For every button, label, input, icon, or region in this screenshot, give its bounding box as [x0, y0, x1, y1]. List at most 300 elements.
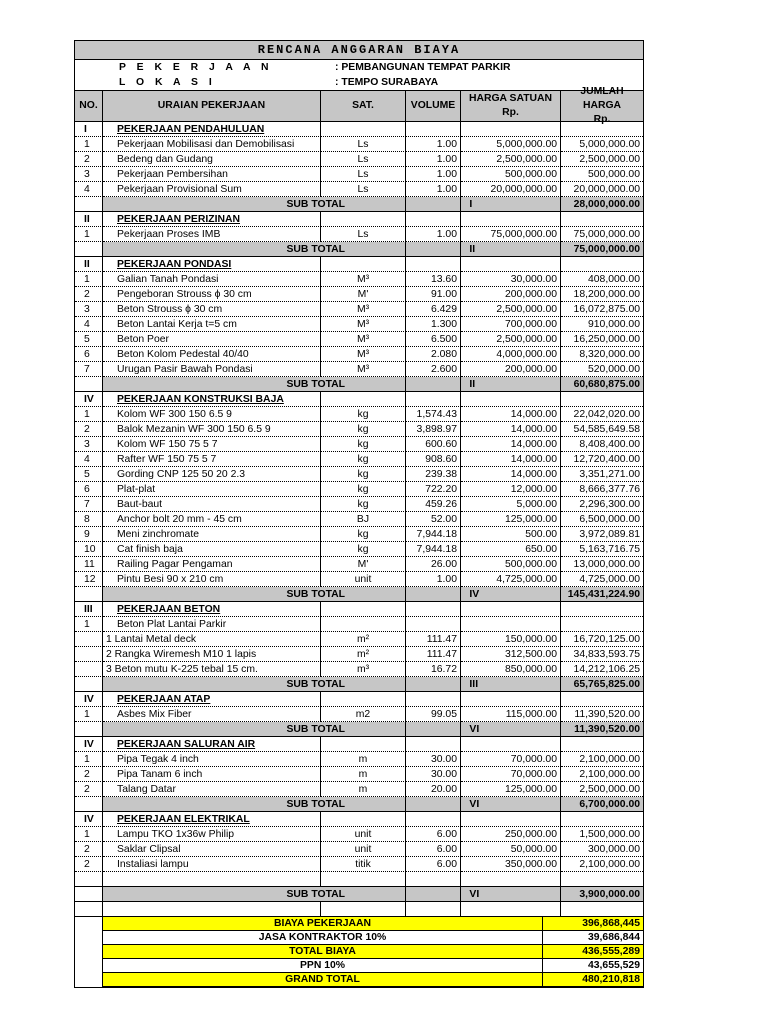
empty-cell: [75, 197, 103, 212]
row-volume: 111.47: [406, 647, 461, 662]
table-row: [75, 422, 643, 437]
row-no: 6: [75, 482, 103, 497]
row-uraian: Kolom WF 150 75 5 7: [103, 437, 321, 452]
total-label: JASA KONTRAKTOR 10%: [103, 931, 543, 945]
row-no: 1: [75, 827, 103, 842]
row-jumlah-harga: 2,100,000.00: [561, 767, 643, 782]
row-satuan: M³: [321, 272, 406, 287]
subtotal-roman: VI: [461, 722, 561, 736]
row-harga-satuan: 2,500,000.00: [461, 152, 561, 167]
row-no: 4: [75, 182, 103, 197]
empty-cell: [461, 392, 561, 407]
row-no: 2: [75, 422, 103, 437]
section-title: [103, 812, 321, 827]
row-jumlah-harga: 8,408,400.00: [561, 437, 643, 452]
row-volume: 1,574.43: [406, 407, 461, 422]
subtotal-label: SUB TOTAL: [103, 242, 406, 256]
row-harga-satuan: 200,000.00: [461, 287, 561, 302]
row-harga-satuan: 350,000.00: [461, 857, 561, 872]
row-uraian: Galian Tanah Pondasi: [103, 272, 321, 287]
empty-cell: [461, 692, 561, 707]
total-row: [75, 931, 643, 945]
row-jumlah-harga: 22,042,020.00: [561, 407, 643, 422]
row-uraian: Balok Mezanin WF 300 150 6.5 9: [103, 422, 321, 437]
header-jumlah: [561, 86, 643, 125]
row-satuan: m²: [321, 647, 406, 662]
row-uraian: Gording CNP 125 50 20 2.3: [103, 467, 321, 482]
header-jumlah-l2: Rp.: [593, 114, 611, 125]
empty-cell: [406, 212, 461, 227]
row-satuan: kg: [321, 407, 406, 422]
row-harga-satuan: 250,000.00: [461, 827, 561, 842]
row-satuan: m³: [321, 662, 406, 677]
section-row: [75, 392, 643, 407]
subtotal-row: [75, 197, 643, 212]
row-uraian: Plat-plat: [103, 482, 321, 497]
table-row: [75, 557, 643, 572]
row-volume: 13.60: [406, 272, 461, 287]
row-no: 10: [75, 542, 103, 557]
row-satuan: Ls: [321, 227, 406, 242]
subtotal-label: SUB TOTAL: [103, 722, 406, 736]
row-satuan: BJ: [321, 512, 406, 527]
subtotal-label: SUB TOTAL: [103, 587, 406, 601]
row-no: 3: [75, 167, 103, 182]
table-row: [75, 317, 643, 332]
row-satuan: M³: [321, 347, 406, 362]
section-title-text: PEKERJAAN ELEKTRIKAL: [117, 814, 250, 825]
empty-cell: [561, 902, 643, 917]
table-row: [75, 167, 643, 182]
row-jumlah-harga: 2,100,000.00: [561, 857, 643, 872]
subtotal-row: [75, 242, 643, 257]
row-jumlah-harga: 910,000.00: [561, 317, 643, 332]
row-uraian: Pengeboran Strouss ϕ 30 cm: [103, 287, 321, 302]
empty-cell: [561, 212, 643, 227]
row-uraian: Saklar Clipsal: [103, 842, 321, 857]
empty-cell: [461, 257, 561, 272]
empty-cell: [406, 722, 462, 736]
row-volume: 111.47: [406, 632, 461, 647]
row-jumlah-harga: 5,000,000.00: [561, 137, 643, 152]
empty-cell: [406, 392, 461, 407]
table-row: [75, 137, 643, 152]
row-no: [75, 632, 103, 647]
table-row: [75, 497, 643, 512]
row-jumlah-harga: 13,000,000.00: [561, 557, 643, 572]
row-no: 7: [75, 362, 103, 377]
row-jumlah-harga: 520,000.00: [561, 362, 643, 377]
row-volume: 6.00: [406, 857, 461, 872]
empty-cell: [561, 812, 643, 827]
row-volume: 600.60: [406, 437, 461, 452]
empty-cell: [321, 812, 406, 827]
table-row: [75, 782, 643, 797]
row-volume: 2.080: [406, 347, 461, 362]
row-volume: 1.00: [406, 137, 461, 152]
subtotal-value: 3,900,000.00: [579, 889, 641, 900]
empty-cell: [406, 902, 461, 917]
row-uraian: Pekerjaan Pembersihan: [103, 167, 321, 182]
total-value: 480,210,818: [543, 973, 643, 987]
info-value: : TEMPO SURABAYA: [335, 77, 439, 88]
section-row: [75, 212, 643, 227]
row-jumlah-harga: 300,000.00: [561, 842, 643, 857]
row-satuan: kg: [321, 452, 406, 467]
row-no: 8: [75, 512, 103, 527]
subtotal-band: [103, 797, 643, 812]
subtotal-row: [75, 587, 643, 602]
empty-cell: [406, 692, 461, 707]
row-no: 7: [75, 497, 103, 512]
row-uraian: Pekerjaan Mobilisasi dan Demobilisasi: [103, 137, 321, 152]
row-volume: 908.60: [406, 452, 461, 467]
table-row: [75, 152, 643, 167]
row-harga-satuan: 115,000.00: [461, 707, 561, 722]
row-jumlah-harga: 2,500,000.00: [561, 152, 643, 167]
empty-cell: [75, 677, 103, 692]
row-volume: 6.00: [406, 842, 461, 857]
row-no: 1: [75, 707, 103, 722]
subtotal-value: 28,000,000.00: [573, 199, 641, 210]
table-row: [75, 467, 643, 482]
section-title: [103, 212, 321, 227]
subtotal-value: 60,680,875.00: [573, 379, 641, 390]
table-header: [75, 86, 643, 125]
table-row: [75, 647, 643, 662]
total-label: BIAYA PEKERJAAN: [103, 917, 543, 931]
table-row: [75, 407, 643, 422]
row-harga-satuan: 12,000.00: [461, 482, 561, 497]
subtotal-value: 145,431,224.90: [567, 589, 641, 600]
header-sat: SAT.: [321, 91, 406, 121]
empty-cell: [321, 902, 406, 917]
row-volume: 6.500: [406, 332, 461, 347]
row-no: 2: [75, 857, 103, 872]
subtotal-band: [103, 242, 643, 257]
table-row: [75, 227, 643, 242]
empty-cell: [406, 602, 461, 617]
total-value: 396,868,445: [543, 917, 643, 931]
subtotal-value: 75,000,000.00: [573, 244, 641, 255]
row-harga-satuan: 500,000.00: [461, 167, 561, 182]
empty-cell: [75, 872, 103, 887]
empty-cell: [321, 122, 406, 137]
info-value: : PEMBANGUNAN TEMPAT PARKIR: [335, 62, 511, 73]
subtotal-band: [103, 377, 643, 392]
row-uraian: Pintu Besi 90 x 210 cm: [103, 572, 321, 587]
info-label: L O K A S I: [119, 77, 216, 88]
row-uraian: Talang Datar: [103, 782, 321, 797]
row-no: [75, 647, 103, 662]
row-satuan: kg: [321, 467, 406, 482]
empty-cell: [406, 377, 462, 391]
row-harga-satuan: 4,000,000.00: [461, 347, 561, 362]
empty-cell: [406, 677, 462, 691]
row-no: 5: [75, 332, 103, 347]
section-title: [103, 737, 321, 752]
blank-row: [75, 872, 643, 887]
row-no: 2: [75, 782, 103, 797]
subtotal-band: [103, 722, 643, 737]
empty-cell: [561, 122, 643, 137]
empty-cell: [75, 377, 103, 392]
section-no: IV: [75, 392, 103, 407]
empty-cell: [75, 587, 103, 602]
header-harga: [461, 91, 561, 121]
subtotal-band: [103, 587, 643, 602]
row-volume: 52.00: [406, 512, 461, 527]
row-no: 1: [75, 752, 103, 767]
row-jumlah-harga: 3,351,271.00: [561, 467, 643, 482]
row-volume: 30.00: [406, 767, 461, 782]
row-jumlah-harga: 6,500,000.00: [561, 512, 643, 527]
table-row: [75, 752, 643, 767]
row-jumlah-harga: 2,100,000.00: [561, 752, 643, 767]
empty-cell: [461, 602, 561, 617]
section-row: [75, 602, 643, 617]
section-no: I: [75, 122, 103, 137]
section-title-text: PEKERJAAN ATAP: [117, 694, 211, 705]
total-row: [75, 973, 643, 987]
row-no: 4: [75, 452, 103, 467]
row-harga-satuan: 20,000,000.00: [461, 182, 561, 197]
row-uraian: Cat finish baja: [103, 542, 321, 557]
row-satuan: kg: [321, 542, 406, 557]
section-no: IV: [75, 692, 103, 707]
row-satuan: titik: [321, 857, 406, 872]
empty-cell: [461, 737, 561, 752]
subtotal-row: [75, 377, 643, 392]
row-no: 2: [75, 287, 103, 302]
section-title-text: PEKERJAAN BETON: [117, 604, 221, 615]
subtotal-roman: II: [461, 377, 561, 391]
info-label: P E K E R J A A N: [119, 62, 273, 73]
row-uraian: Railing Pagar Pengaman: [103, 557, 321, 572]
row-satuan: M': [321, 557, 406, 572]
row-harga-satuan: [461, 617, 561, 632]
row-jumlah-harga: 18,200,000.00: [561, 287, 643, 302]
row-volume: 3,898.97: [406, 422, 461, 437]
row-satuan: kg: [321, 422, 406, 437]
row-satuan: Ls: [321, 167, 406, 182]
table-row: [75, 707, 643, 722]
section-no: III: [75, 602, 103, 617]
row-satuan: Ls: [321, 182, 406, 197]
row-uraian: Pekerjaan Provisional Sum: [103, 182, 321, 197]
empty-cell: [561, 692, 643, 707]
row-harga-satuan: 5,000.00: [461, 497, 561, 512]
section-title-text: PEKERJAAN KONSTRUKSI BAJA: [117, 394, 284, 405]
empty-cell: [75, 797, 103, 812]
row-uraian: Pekerjaan Proses IMB: [103, 227, 321, 242]
table-row: [75, 617, 643, 632]
subtotal-row: [75, 797, 643, 812]
row-jumlah-harga: 1,500,000.00: [561, 827, 643, 842]
empty-cell: [406, 737, 461, 752]
total-value: 436,555,289: [543, 945, 643, 959]
row-jumlah-harga: 8,320,000.00: [561, 347, 643, 362]
row-volume: 99.05: [406, 707, 461, 722]
header-harga-l2: Rp.: [502, 107, 519, 118]
subtotal-value: 65,765,825.00: [573, 679, 641, 690]
section-title: [103, 122, 321, 137]
empty-cell: [461, 812, 561, 827]
section-no: IV: [75, 812, 103, 827]
subtotal-band: [103, 887, 643, 902]
row-uraian: Instaliasi lampu: [103, 857, 321, 872]
empty-cell: [321, 602, 406, 617]
row-uraian: Asbes Mix Fiber: [103, 707, 321, 722]
row-no: 1: [75, 137, 103, 152]
empty-cell: [321, 212, 406, 227]
row-satuan: Ls: [321, 137, 406, 152]
row-no: 4: [75, 317, 103, 332]
empty-cell: [103, 902, 321, 917]
row-jumlah-harga: 16,072,875.00: [561, 302, 643, 317]
row-no: 2: [75, 152, 103, 167]
row-volume: 459.26: [406, 497, 461, 512]
row-jumlah-harga: 12,720,400.00: [561, 452, 643, 467]
row-harga-satuan: 850,000.00: [461, 662, 561, 677]
total-value: 39,686,844: [543, 931, 643, 945]
subtotal-roman: I: [461, 197, 561, 211]
row-harga-satuan: 500,000.00: [461, 557, 561, 572]
empty-cell: [75, 973, 103, 987]
row-jumlah-harga: 500,000.00: [561, 167, 643, 182]
section-title-text: PEKERJAAN PERIZINAN: [117, 214, 240, 225]
section-title: [103, 257, 321, 272]
subtotal-band: [103, 677, 643, 692]
row-harga-satuan: 2,500,000.00: [461, 332, 561, 347]
subtotal-roman: III: [461, 677, 561, 691]
empty-cell: [75, 887, 103, 902]
row-uraian: Anchor bolt 20 mm - 45 cm: [103, 512, 321, 527]
row-volume: 722.20: [406, 482, 461, 497]
row-no: [75, 662, 103, 677]
empty-cell: [561, 257, 643, 272]
row-harga-satuan: 312,500.00: [461, 647, 561, 662]
row-harga-satuan: 70,000.00: [461, 767, 561, 782]
header-no: NO.: [75, 91, 103, 121]
table-row: [75, 767, 643, 782]
row-harga-satuan: 5,000,000.00: [461, 137, 561, 152]
row-volume: 26.00: [406, 557, 461, 572]
row-harga-satuan: 30,000.00: [461, 272, 561, 287]
info-row-lokasi: [75, 75, 643, 90]
row-jumlah-harga: 14,212,106.25: [561, 662, 643, 677]
row-no: 6: [75, 347, 103, 362]
row-volume: [406, 617, 461, 632]
empty-cell: [321, 692, 406, 707]
table-row: [75, 272, 643, 287]
empty-cell: [406, 872, 461, 887]
subtotal-label: SUB TOTAL: [103, 677, 406, 691]
row-uraian: 2 Rangka Wiremesh M10 1 lapis: [103, 647, 321, 662]
section-row: [75, 812, 643, 827]
row-uraian: Rafter WF 150 75 5 7: [103, 452, 321, 467]
subtotal-label: SUB TOTAL: [103, 377, 406, 391]
row-jumlah-harga: 11,390,520.00: [561, 707, 643, 722]
row-no: 1: [75, 227, 103, 242]
section-title: [103, 692, 321, 707]
row-volume: 7,944.18: [406, 542, 461, 557]
table-row: [75, 182, 643, 197]
row-satuan: kg: [321, 527, 406, 542]
section-title-text: PEKERJAAN SALURAN AIR: [117, 739, 256, 750]
row-harga-satuan: 50,000.00: [461, 842, 561, 857]
row-jumlah-harga: 5,163,716.75: [561, 542, 643, 557]
row-harga-satuan: 200,000.00: [461, 362, 561, 377]
empty-cell: [75, 722, 103, 737]
header-uraian: URAIAN PEKERJAAN: [103, 91, 321, 121]
row-volume: 239.38: [406, 467, 461, 482]
table-row: [75, 632, 643, 647]
row-volume: 1.00: [406, 227, 461, 242]
row-uraian: Kolom WF 300 150 6.5 9: [103, 407, 321, 422]
row-no: 5: [75, 467, 103, 482]
empty-cell: [461, 122, 561, 137]
budget-sheet: [74, 40, 644, 988]
row-jumlah-harga: 8,666,377.76: [561, 482, 643, 497]
table-row: [75, 332, 643, 347]
row-jumlah-harga: 34,833,593.75: [561, 647, 643, 662]
header-volume: VOLUME: [406, 91, 461, 121]
row-jumlah-harga: 16,250,000.00: [561, 332, 643, 347]
row-uraian: Urugan Pasir Bawah Pondasi: [103, 362, 321, 377]
subtotal-row: [75, 722, 643, 737]
row-satuan: M³: [321, 302, 406, 317]
empty-cell: [75, 917, 103, 931]
row-no: 1: [75, 617, 103, 632]
blank-row: [75, 902, 643, 917]
section-no: II: [75, 212, 103, 227]
table-row: [75, 527, 643, 542]
row-volume: 30.00: [406, 752, 461, 767]
row-satuan: m2: [321, 707, 406, 722]
table-row: [75, 437, 643, 452]
table-body: [75, 122, 643, 987]
header-harga-l1: HARGA SATUAN: [468, 93, 553, 104]
empty-cell: [406, 197, 462, 211]
row-uraian: Bedeng dan Gudang: [103, 152, 321, 167]
row-jumlah-harga: 20,000,000.00: [561, 182, 643, 197]
row-uraian: Baut-baut: [103, 497, 321, 512]
table-row: [75, 542, 643, 557]
row-harga-satuan: 75,000,000.00: [461, 227, 561, 242]
section-row: [75, 692, 643, 707]
row-satuan: M³: [321, 332, 406, 347]
subtotal-row: [75, 887, 643, 902]
empty-cell: [406, 887, 462, 901]
row-satuan: M': [321, 287, 406, 302]
row-uraian: Beton Plat Lantai Parkir: [103, 617, 321, 632]
row-satuan: unit: [321, 827, 406, 842]
row-jumlah-harga: 75,000,000.00: [561, 227, 643, 242]
empty-cell: [75, 902, 103, 917]
sheet-title: RENCANA ANGGARAN BIAYA: [75, 41, 643, 60]
empty-cell: [321, 872, 406, 887]
row-harga-satuan: 14,000.00: [461, 437, 561, 452]
row-harga-satuan: 4,725,000.00: [461, 572, 561, 587]
total-row: [75, 959, 643, 973]
row-satuan: M³: [321, 362, 406, 377]
row-no: 12: [75, 572, 103, 587]
subtotal-roman: VI: [461, 797, 561, 811]
row-volume: 1.00: [406, 152, 461, 167]
row-volume: 16.72: [406, 662, 461, 677]
empty-cell: [75, 242, 103, 257]
